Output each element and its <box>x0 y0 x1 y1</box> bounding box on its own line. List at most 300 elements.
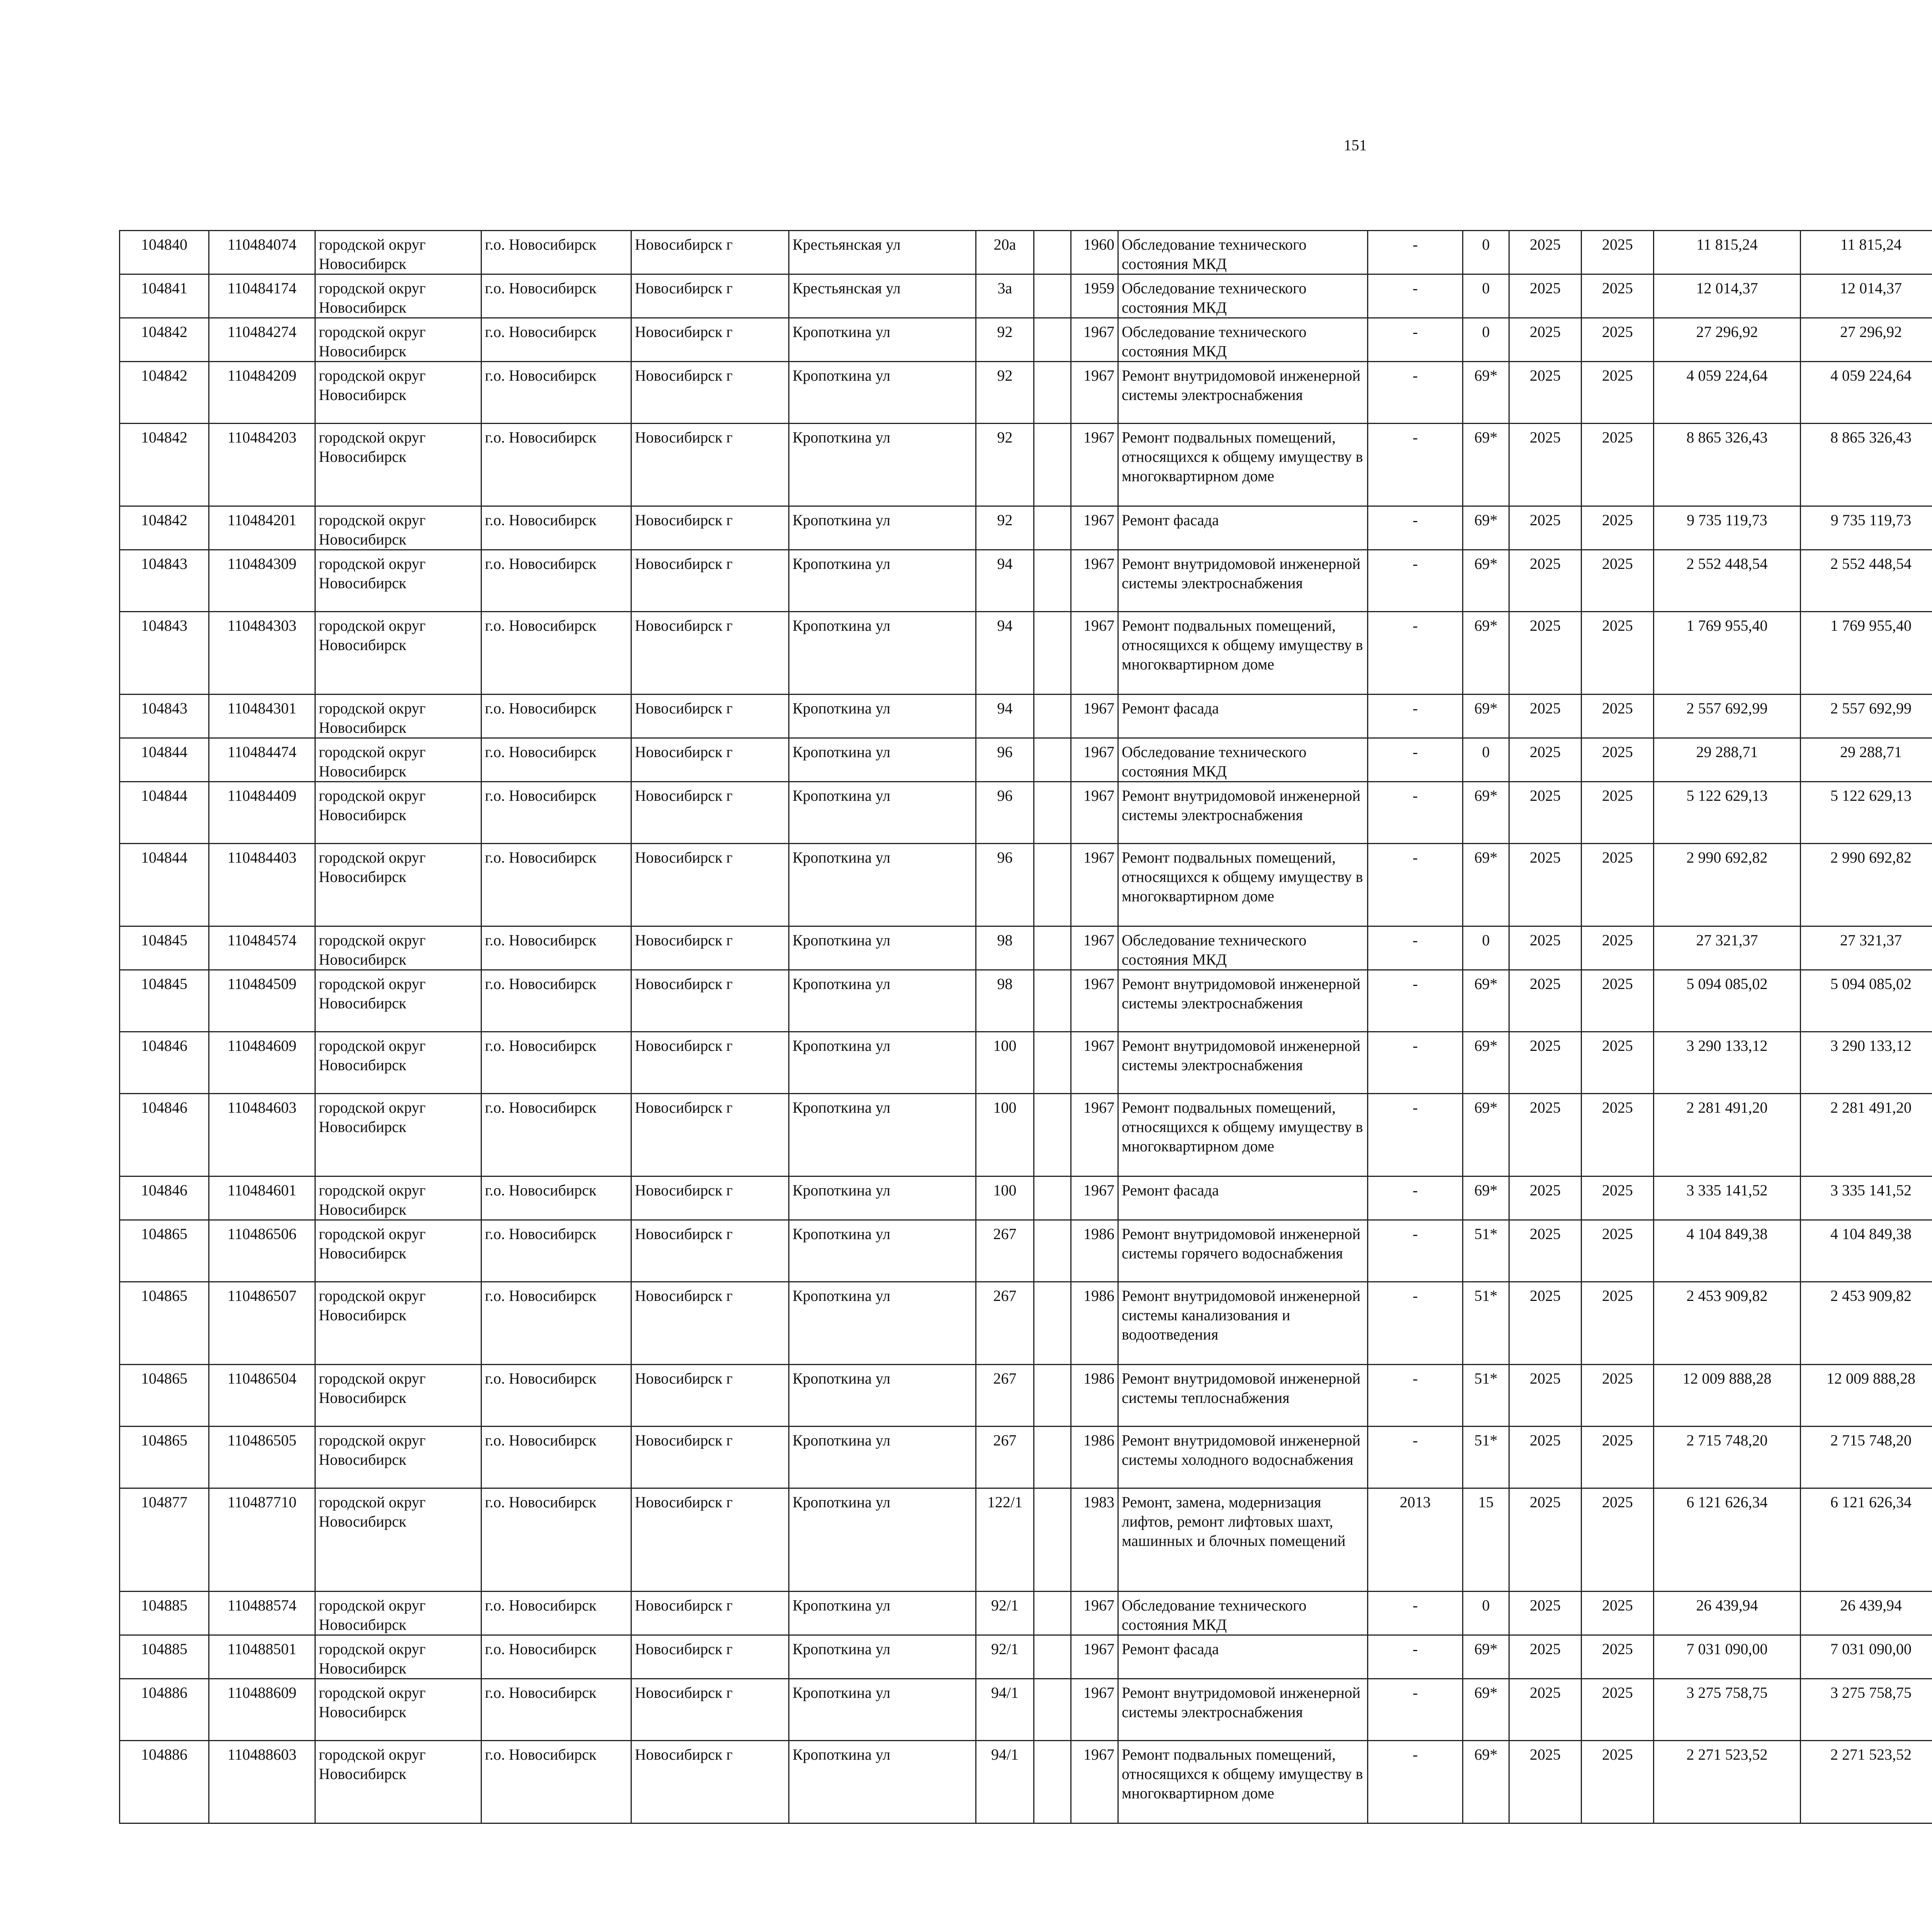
cell-street: Кропоткина ул <box>789 362 976 424</box>
cell-last-repair-year: - <box>1368 424 1463 506</box>
cell-municipal-district: городской округ Новосибирск <box>315 970 481 1032</box>
table-row <box>120 231 1932 274</box>
cell-total-cost: 9 735 119,73 <box>1654 506 1801 550</box>
cell-house-number: 92/1 <box>976 1592 1034 1635</box>
cell-plan-year-to: 2025 <box>1582 274 1654 318</box>
cell-total-cost: 2 990 692,82 <box>1654 844 1801 926</box>
cell-municipal-district: городской округ Новосибирск <box>315 1094 481 1176</box>
cell-plan-year-from: 2025 <box>1509 1094 1582 1176</box>
cell-building <box>1034 970 1071 1032</box>
cell-street: Кропоткина ул <box>789 550 976 612</box>
cell-fund-cost: 5 122 629,13 <box>1801 782 1932 844</box>
cell-street: Кропоткина ул <box>789 1488 976 1592</box>
cell-work-type: Ремонт внутридомовой инженерной системы электроснабжения <box>1118 1679 1368 1741</box>
cell-municipal-district: городской округ Новосибирск <box>315 1679 481 1741</box>
cell-street: Кропоткина ул <box>789 1220 976 1282</box>
cell-plan-year-to: 2025 <box>1582 1220 1654 1282</box>
cell-total-cost: 3 275 758,75 <box>1654 1679 1801 1741</box>
cell-plan-year-from: 2025 <box>1509 1282 1582 1365</box>
cell-fund-cost: 4 059 224,64 <box>1801 362 1932 424</box>
cell-work-type: Ремонт подвальных помещений, относящихся к общему имуществу в многоквартирном доме <box>1118 844 1368 926</box>
cell-plan-year-from: 2025 <box>1509 550 1582 612</box>
cell-plan-year-to: 2025 <box>1582 424 1654 506</box>
cell-house-number: 94 <box>976 695 1034 738</box>
cell-last-repair-year: - <box>1368 1176 1463 1220</box>
cell-municipality: г.о. Новосибирск <box>481 362 631 424</box>
cell-wear-percent: 0 <box>1463 318 1509 362</box>
cell-municipality: г.о. Новосибирск <box>481 970 631 1032</box>
cell-plan-year-to: 2025 <box>1582 1592 1654 1635</box>
cell-wear-percent: 0 <box>1463 738 1509 782</box>
cell-wear-percent: 51* <box>1463 1365 1509 1427</box>
cell-work-id: 110484174 <box>209 274 315 318</box>
cell-total-cost: 2 715 748,20 <box>1654 1427 1801 1488</box>
cell-street: Кропоткина ул <box>789 1282 976 1365</box>
cell-building <box>1034 1365 1071 1427</box>
cell-plan-year-to: 2025 <box>1582 738 1654 782</box>
cell-building <box>1034 1679 1071 1741</box>
cell-year-built: 1967 <box>1071 782 1118 844</box>
cell-fund-cost: 8 865 326,43 <box>1801 424 1932 506</box>
cell-settlement: Новосибирск г <box>631 1635 789 1679</box>
cell-fund-cost: 3 290 133,12 <box>1801 1032 1932 1094</box>
cell-total-cost: 4 059 224,64 <box>1654 362 1801 424</box>
cell-last-repair-year: - <box>1368 506 1463 550</box>
cell-settlement: Новосибирск г <box>631 1220 789 1282</box>
cell-municipality: г.о. Новосибирск <box>481 231 631 274</box>
cell-work-type: Обследование технического состояния МКД <box>1118 1592 1368 1635</box>
cell-last-repair-year: - <box>1368 1282 1463 1365</box>
cell-building <box>1034 844 1071 926</box>
cell-year-built: 1967 <box>1071 362 1118 424</box>
cell-street: Кропоткина ул <box>789 506 976 550</box>
cell-house-number: 94/1 <box>976 1679 1034 1741</box>
cell-region-code: 104843 <box>120 612 209 695</box>
page-number: 151 <box>1344 136 1367 154</box>
cell-building <box>1034 1635 1071 1679</box>
cell-municipal-district: городской округ Новосибирск <box>315 550 481 612</box>
cell-wear-percent: 15 <box>1463 1488 1509 1592</box>
cell-building <box>1034 1488 1071 1592</box>
cell-house-number: 94/1 <box>976 1741 1034 1823</box>
cell-work-id: 110484474 <box>209 738 315 782</box>
cell-plan-year-from: 2025 <box>1509 1365 1582 1427</box>
cell-street: Кропоткина ул <box>789 782 976 844</box>
cell-fund-cost: 27 296,92 <box>1801 318 1932 362</box>
cell-municipal-district: городской округ Новосибирск <box>315 1427 481 1488</box>
cell-region-code: 104843 <box>120 550 209 612</box>
cell-work-type: Обследование технического состояния МКД <box>1118 231 1368 274</box>
cell-house-number: 20а <box>976 231 1034 274</box>
table-row <box>120 970 1932 1032</box>
cell-work-type: Ремонт внутридомовой инженерной системы канализования и водоотведения <box>1118 1282 1368 1365</box>
cell-street: Кропоткина ул <box>789 1427 976 1488</box>
cell-fund-cost: 6 121 626,34 <box>1801 1488 1932 1592</box>
cell-year-built: 1967 <box>1071 550 1118 612</box>
cell-house-number: 96 <box>976 844 1034 926</box>
cell-year-built: 1959 <box>1071 274 1118 318</box>
cell-house-number: 3а <box>976 274 1034 318</box>
cell-plan-year-from: 2025 <box>1509 612 1582 695</box>
cell-wear-percent: 51* <box>1463 1220 1509 1282</box>
cell-region-code: 104846 <box>120 1032 209 1094</box>
cell-plan-year-to: 2025 <box>1582 1741 1654 1823</box>
cell-last-repair-year: - <box>1368 738 1463 782</box>
cell-house-number: 267 <box>976 1427 1034 1488</box>
cell-last-repair-year: - <box>1368 612 1463 695</box>
cell-settlement: Новосибирск г <box>631 970 789 1032</box>
cell-year-built: 1986 <box>1071 1282 1118 1365</box>
cell-municipality: г.о. Новосибирск <box>481 695 631 738</box>
cell-work-id: 110484201 <box>209 506 315 550</box>
cell-fund-cost: 12 009 888,28 <box>1801 1365 1932 1427</box>
cell-street: Кропоткина ул <box>789 1176 976 1220</box>
cell-municipal-district: городской округ Новосибирск <box>315 506 481 550</box>
cell-year-built: 1986 <box>1071 1220 1118 1282</box>
cell-wear-percent: 69* <box>1463 1176 1509 1220</box>
cell-plan-year-from: 2025 <box>1509 318 1582 362</box>
cell-municipal-district: городской округ Новосибирск <box>315 424 481 506</box>
cell-municipal-district: городской округ Новосибирск <box>315 1488 481 1592</box>
cell-fund-cost: 9 735 119,73 <box>1801 506 1932 550</box>
cell-municipality: г.о. Новосибирск <box>481 424 631 506</box>
cell-fund-cost: 12 014,37 <box>1801 274 1932 318</box>
cell-house-number: 100 <box>976 1176 1034 1220</box>
cell-plan-year-to: 2025 <box>1582 782 1654 844</box>
cell-total-cost: 4 104 849,38 <box>1654 1220 1801 1282</box>
cell-year-built: 1967 <box>1071 1176 1118 1220</box>
cell-total-cost: 7 031 090,00 <box>1654 1635 1801 1679</box>
cell-settlement: Новосибирск г <box>631 318 789 362</box>
cell-wear-percent: 69* <box>1463 970 1509 1032</box>
cell-work-type: Ремонт подвальных помещений, относящихся к общему имуществу в многоквартирном доме <box>1118 1741 1368 1823</box>
cell-work-id: 110484309 <box>209 550 315 612</box>
cell-year-built: 1967 <box>1071 844 1118 926</box>
cell-street: Крестьянская ул <box>789 231 976 274</box>
table-row <box>120 550 1932 612</box>
cell-settlement: Новосибирск г <box>631 1032 789 1094</box>
cell-total-cost: 3 290 133,12 <box>1654 1032 1801 1094</box>
cell-wear-percent: 69* <box>1463 782 1509 844</box>
cell-settlement: Новосибирск г <box>631 1094 789 1176</box>
cell-region-code: 104842 <box>120 362 209 424</box>
cell-total-cost: 12 009 888,28 <box>1654 1365 1801 1427</box>
cell-region-code: 104841 <box>120 274 209 318</box>
cell-building <box>1034 274 1071 318</box>
cell-region-code: 104885 <box>120 1592 209 1635</box>
table-row <box>120 695 1932 738</box>
table-row <box>120 1176 1932 1220</box>
cell-building <box>1034 695 1071 738</box>
cell-building <box>1034 1427 1071 1488</box>
cell-plan-year-to: 2025 <box>1582 926 1654 970</box>
cell-building <box>1034 1741 1071 1823</box>
table-row <box>120 362 1932 424</box>
cell-municipality: г.о. Новосибирск <box>481 1282 631 1365</box>
cell-street: Кропоткина ул <box>789 738 976 782</box>
cell-last-repair-year: - <box>1368 1679 1463 1741</box>
cell-municipality: г.о. Новосибирск <box>481 1592 631 1635</box>
cell-building <box>1034 1592 1071 1635</box>
cell-plan-year-from: 2025 <box>1509 1032 1582 1094</box>
cell-house-number: 92 <box>976 318 1034 362</box>
cell-total-cost: 1 769 955,40 <box>1654 612 1801 695</box>
cell-settlement: Новосибирск г <box>631 550 789 612</box>
cell-work-id: 110486505 <box>209 1427 315 1488</box>
cell-house-number: 267 <box>976 1220 1034 1282</box>
cell-last-repair-year: - <box>1368 1635 1463 1679</box>
cell-municipal-district: городской округ Новосибирск <box>315 1032 481 1094</box>
table-row <box>120 1635 1932 1679</box>
cell-last-repair-year: - <box>1368 970 1463 1032</box>
cell-house-number: 94 <box>976 550 1034 612</box>
table-row <box>120 1592 1932 1635</box>
cell-work-type: Ремонт фасада <box>1118 695 1368 738</box>
cell-fund-cost: 27 321,37 <box>1801 926 1932 970</box>
cell-building <box>1034 1094 1071 1176</box>
cell-work-type: Ремонт внутридомовой инженерной системы электроснабжения <box>1118 550 1368 612</box>
cell-wear-percent: 0 <box>1463 926 1509 970</box>
cell-year-built: 1967 <box>1071 612 1118 695</box>
cell-municipality: г.о. Новосибирск <box>481 738 631 782</box>
cell-municipality: г.о. Новосибирск <box>481 782 631 844</box>
cell-work-type: Ремонт подвальных помещений, относящихся к общему имуществу в многоквартирном доме <box>1118 612 1368 695</box>
cell-work-type: Ремонт фасада <box>1118 1176 1368 1220</box>
cell-street: Кропоткина ул <box>789 1635 976 1679</box>
cell-wear-percent: 69* <box>1463 506 1509 550</box>
table-row <box>120 274 1932 318</box>
cell-building <box>1034 1282 1071 1365</box>
cell-settlement: Новосибирск г <box>631 1592 789 1635</box>
cell-fund-cost: 11 815,24 <box>1801 231 1932 274</box>
cell-work-type: Ремонт фасада <box>1118 1635 1368 1679</box>
cell-work-id: 110488501 <box>209 1635 315 1679</box>
cell-region-code: 104865 <box>120 1365 209 1427</box>
cell-fund-cost: 2 453 909,82 <box>1801 1282 1932 1365</box>
cell-municipality: г.о. Новосибирск <box>481 1094 631 1176</box>
table-row <box>120 318 1932 362</box>
cell-municipality: г.о. Новосибирск <box>481 274 631 318</box>
cell-house-number: 267 <box>976 1282 1034 1365</box>
cell-wear-percent: 51* <box>1463 1282 1509 1365</box>
cell-last-repair-year: - <box>1368 1365 1463 1427</box>
cell-work-id: 110484209 <box>209 362 315 424</box>
cell-fund-cost: 2 552 448,54 <box>1801 550 1932 612</box>
cell-wear-percent: 69* <box>1463 424 1509 506</box>
cell-plan-year-from: 2025 <box>1509 274 1582 318</box>
cell-total-cost: 2 271 523,52 <box>1654 1741 1801 1823</box>
cell-year-built: 1967 <box>1071 1592 1118 1635</box>
cell-street: Кропоткина ул <box>789 424 976 506</box>
cell-year-built: 1967 <box>1071 506 1118 550</box>
cell-year-built: 1986 <box>1071 1365 1118 1427</box>
cell-house-number: 92 <box>976 506 1034 550</box>
cell-work-type: Обследование технического состояния МКД <box>1118 274 1368 318</box>
cell-work-id: 110484603 <box>209 1094 315 1176</box>
cell-plan-year-from: 2025 <box>1509 782 1582 844</box>
table-row <box>120 1282 1932 1365</box>
cell-wear-percent: 0 <box>1463 1592 1509 1635</box>
cell-municipality: г.о. Новосибирск <box>481 1176 631 1220</box>
cell-municipal-district: городской округ Новосибирск <box>315 318 481 362</box>
cell-fund-cost: 3 335 141,52 <box>1801 1176 1932 1220</box>
cell-work-id: 110484409 <box>209 782 315 844</box>
cell-region-code: 104877 <box>120 1488 209 1592</box>
cell-last-repair-year: - <box>1368 844 1463 926</box>
cell-municipal-district: городской округ Новосибирск <box>315 1635 481 1679</box>
cell-total-cost: 27 321,37 <box>1654 926 1801 970</box>
table-row <box>120 738 1932 782</box>
cell-fund-cost: 4 104 849,38 <box>1801 1220 1932 1282</box>
cell-work-type: Ремонт, замена, модернизация лифтов, ремонт лифтовых шахт, машинных и блочных помещений <box>1118 1488 1368 1592</box>
cell-total-cost: 26 439,94 <box>1654 1592 1801 1635</box>
cell-building <box>1034 424 1071 506</box>
cell-region-code: 104843 <box>120 695 209 738</box>
cell-work-type: Ремонт внутридомовой инженерной системы холодного водоснабжения <box>1118 1427 1368 1488</box>
cell-municipality: г.о. Новосибирск <box>481 1635 631 1679</box>
cell-total-cost: 3 335 141,52 <box>1654 1176 1801 1220</box>
cell-plan-year-from: 2025 <box>1509 926 1582 970</box>
cell-work-type: Ремонт внутридомовой инженерной системы горячего водоснабжения <box>1118 1220 1368 1282</box>
cell-settlement: Новосибирск г <box>631 362 789 424</box>
cell-last-repair-year: - <box>1368 1592 1463 1635</box>
cell-total-cost: 2 557 692,99 <box>1654 695 1801 738</box>
cell-building <box>1034 231 1071 274</box>
table-row <box>120 1032 1932 1094</box>
cell-house-number: 96 <box>976 738 1034 782</box>
cell-fund-cost: 2 281 491,20 <box>1801 1094 1932 1176</box>
cell-municipal-district: городской округ Новосибирск <box>315 926 481 970</box>
cell-settlement: Новосибирск г <box>631 926 789 970</box>
cell-last-repair-year: - <box>1368 1032 1463 1094</box>
cell-municipality: г.о. Новосибирск <box>481 926 631 970</box>
cell-plan-year-to: 2025 <box>1582 506 1654 550</box>
cell-municipal-district: городской округ Новосибирск <box>315 1592 481 1635</box>
cell-year-built: 1967 <box>1071 738 1118 782</box>
cell-fund-cost: 29 288,71 <box>1801 738 1932 782</box>
table-row <box>120 782 1932 844</box>
cell-plan-year-to: 2025 <box>1582 1635 1654 1679</box>
cell-settlement: Новосибирск г <box>631 1427 789 1488</box>
cell-settlement: Новосибирск г <box>631 1365 789 1427</box>
cell-settlement: Новосибирск г <box>631 695 789 738</box>
cell-house-number: 92 <box>976 424 1034 506</box>
cell-wear-percent: 0 <box>1463 274 1509 318</box>
cell-wear-percent: 69* <box>1463 612 1509 695</box>
table-row <box>120 844 1932 926</box>
table-row <box>120 1427 1932 1488</box>
cell-region-code: 104865 <box>120 1427 209 1488</box>
cell-building <box>1034 738 1071 782</box>
cell-work-id: 110484303 <box>209 612 315 695</box>
cell-municipality: г.о. Новосибирск <box>481 1220 631 1282</box>
cell-region-code: 104844 <box>120 844 209 926</box>
cell-work-id: 110486504 <box>209 1365 315 1427</box>
cell-house-number: 100 <box>976 1032 1034 1094</box>
cell-house-number: 98 <box>976 970 1034 1032</box>
cell-region-code: 104886 <box>120 1741 209 1823</box>
cell-work-type: Ремонт подвальных помещений, относящихся к общему имуществу в многоквартирном доме <box>1118 424 1368 506</box>
cell-last-repair-year: - <box>1368 1427 1463 1488</box>
cell-work-id: 110484509 <box>209 970 315 1032</box>
cell-last-repair-year: - <box>1368 318 1463 362</box>
cell-region-code: 104886 <box>120 1679 209 1741</box>
cell-year-built: 1967 <box>1071 695 1118 738</box>
cell-settlement: Новосибирск г <box>631 274 789 318</box>
cell-work-type: Ремонт фасада <box>1118 506 1368 550</box>
cell-wear-percent: 69* <box>1463 1635 1509 1679</box>
cell-fund-cost: 2 271 523,52 <box>1801 1741 1932 1823</box>
cell-region-code: 104845 <box>120 926 209 970</box>
cell-fund-cost: 2 557 692,99 <box>1801 695 1932 738</box>
cell-work-type: Обследование технического состояния МКД <box>1118 926 1368 970</box>
cell-plan-year-to: 2025 <box>1582 362 1654 424</box>
cell-building <box>1034 318 1071 362</box>
cell-house-number: 98 <box>976 926 1034 970</box>
cell-total-cost: 5 122 629,13 <box>1654 782 1801 844</box>
cell-fund-cost: 5 094 085,02 <box>1801 970 1932 1032</box>
cell-last-repair-year: 2013 <box>1368 1488 1463 1592</box>
cell-plan-year-from: 2025 <box>1509 1592 1582 1635</box>
cell-total-cost: 29 288,71 <box>1654 738 1801 782</box>
cell-last-repair-year: - <box>1368 274 1463 318</box>
cell-total-cost: 2 281 491,20 <box>1654 1094 1801 1176</box>
cell-settlement: Новосибирск г <box>631 782 789 844</box>
cell-year-built: 1967 <box>1071 424 1118 506</box>
cell-region-code: 104885 <box>120 1635 209 1679</box>
cell-municipal-district: городской округ Новосибирск <box>315 231 481 274</box>
cell-plan-year-from: 2025 <box>1509 506 1582 550</box>
cell-year-built: 1986 <box>1071 1427 1118 1488</box>
cell-region-code: 104842 <box>120 506 209 550</box>
cell-fund-cost: 26 439,94 <box>1801 1592 1932 1635</box>
cell-plan-year-to: 2025 <box>1582 550 1654 612</box>
cell-plan-year-from: 2025 <box>1509 1679 1582 1741</box>
cell-total-cost: 5 094 085,02 <box>1654 970 1801 1032</box>
cell-wear-percent: 69* <box>1463 362 1509 424</box>
cell-wear-percent: 69* <box>1463 1679 1509 1741</box>
cell-total-cost: 8 865 326,43 <box>1654 424 1801 506</box>
cell-work-id: 110484609 <box>209 1032 315 1094</box>
cell-municipality: г.о. Новосибирск <box>481 1488 631 1592</box>
cell-fund-cost: 7 031 090,00 <box>1801 1635 1932 1679</box>
cell-work-id: 110488609 <box>209 1679 315 1741</box>
cell-region-code: 104844 <box>120 782 209 844</box>
cell-year-built: 1967 <box>1071 1679 1118 1741</box>
cell-wear-percent: 69* <box>1463 1741 1509 1823</box>
cell-plan-year-to: 2025 <box>1582 1365 1654 1427</box>
cell-last-repair-year: - <box>1368 1741 1463 1823</box>
cell-building <box>1034 1220 1071 1282</box>
cell-total-cost: 2 552 448,54 <box>1654 550 1801 612</box>
cell-municipality: г.о. Новосибирск <box>481 318 631 362</box>
cell-plan-year-to: 2025 <box>1582 612 1654 695</box>
cell-year-built: 1967 <box>1071 926 1118 970</box>
cell-last-repair-year: - <box>1368 1220 1463 1282</box>
cell-street: Кропоткина ул <box>789 1592 976 1635</box>
cell-house-number: 92/1 <box>976 1635 1034 1679</box>
cell-street: Кропоткина ул <box>789 926 976 970</box>
cell-plan-year-from: 2025 <box>1509 231 1582 274</box>
table-row <box>120 1094 1932 1176</box>
cell-plan-year-to: 2025 <box>1582 844 1654 926</box>
cell-municipality: г.о. Новосибирск <box>481 1427 631 1488</box>
cell-work-id: 110484574 <box>209 926 315 970</box>
cell-year-built: 1960 <box>1071 231 1118 274</box>
cell-last-repair-year: - <box>1368 782 1463 844</box>
cell-plan-year-from: 2025 <box>1509 1176 1582 1220</box>
cell-building <box>1034 1032 1071 1094</box>
